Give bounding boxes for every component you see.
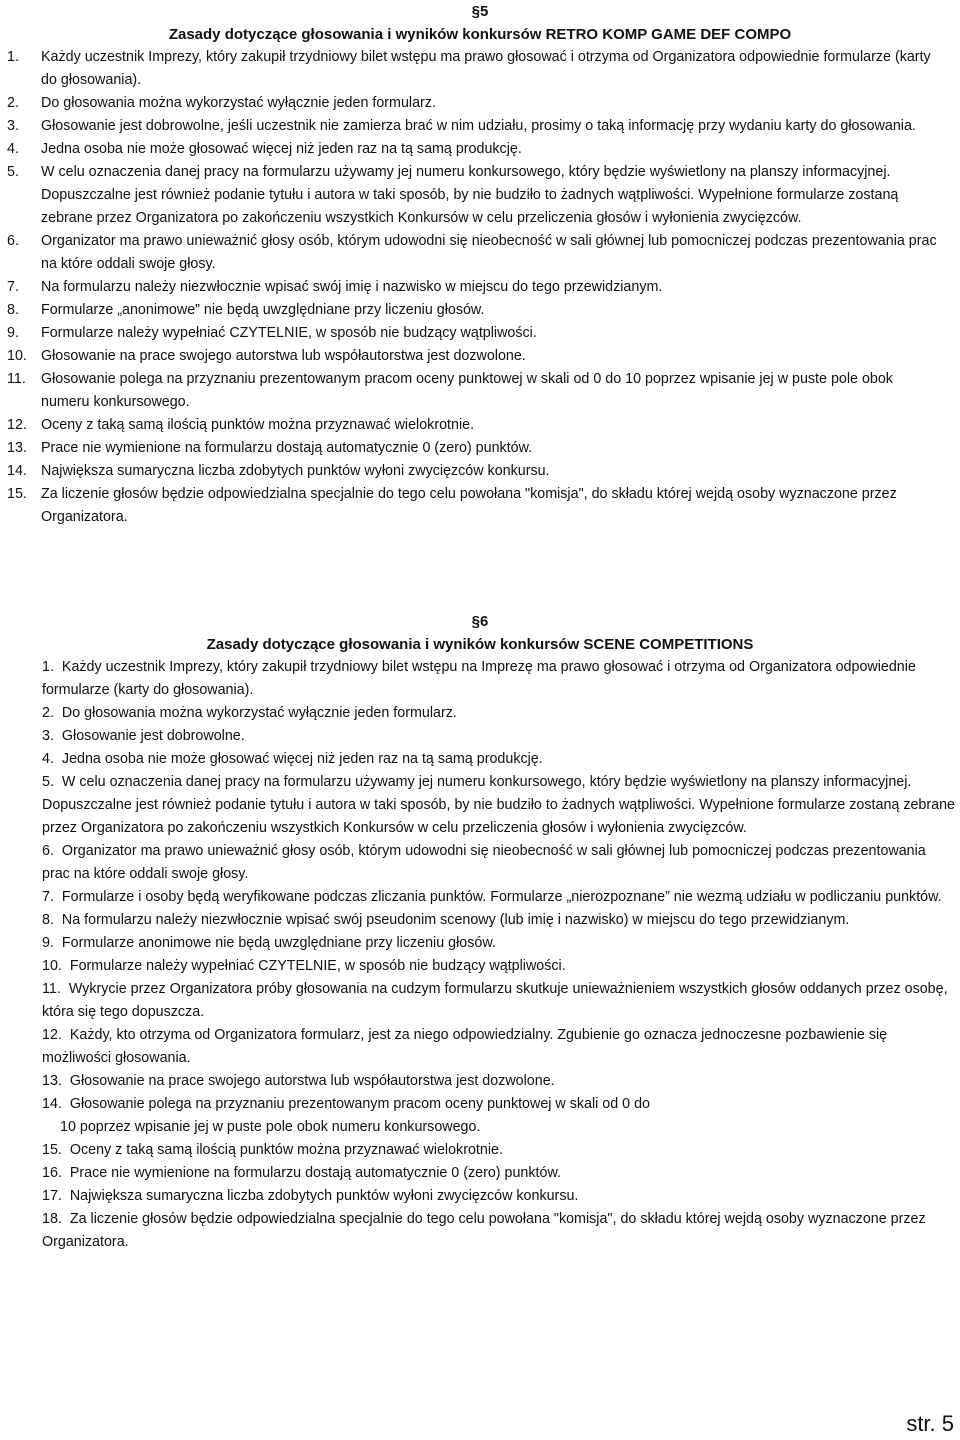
rule-text: Formularze „anonimowe” nie będą uwzględniane przy liczeniu głosów. [41,302,485,318]
rule-number: 6. [7,233,19,249]
page-number: str. 5 [906,1411,954,1436]
rule-item [0,1139,960,1162]
rule-number: 2. [7,95,19,111]
rules-list [0,656,960,1254]
rule-text: Do głosowania można wykorzystać wyłącznie jeden formularz. [41,95,436,111]
rule-text: Formularze należy wypełniać CZYTELNIE, w sposób nie budzący wątpliwości. [41,325,537,341]
rule-item [0,725,960,748]
rule-number: 5. [42,774,54,790]
rule-text: Głosowanie na prace swojego autorstwa lub współautorstwa jest dozwolone. [41,348,526,364]
rule-item [0,138,960,161]
rule-text: Formularze anonimowe nie będą uwzględniane przy liczeniu głosów. [61,935,496,951]
rule-text: Prace nie wymienione na formularzu dostają automatycznie 0 (zero) punktów. [69,1165,561,1181]
rule-text: Na formularzu należy niezwłocznie wpisać swój imię i nazwisko w miejscu do tego przewidzianym. [41,279,663,295]
rule-text: Oceny z taką samą ilością punktów można przyznawać wielokrotnie. [69,1142,503,1158]
rule-item [0,92,960,115]
rule-number: 4. [7,141,19,157]
rule-text: Jedna osoba nie może głosować więcej niż jeden raz na tą samą produkcję. [61,751,543,767]
rule-number: 2. [42,705,54,721]
rule-number: 3. [7,118,19,134]
rule-item [0,1208,960,1254]
rule-item [0,230,960,276]
rule-text: Organizator ma prawo unieważnić głosy osób, którym udowodni się nieobecność w sali głównej lub pomocniczej podczas prezentowania prac na które oddali swoje głosy. [41,233,937,272]
rule-item [0,46,960,92]
rule-number: 7. [7,279,19,295]
rule-number: 16. [42,1165,62,1181]
rule-text: Wykrycie przez Organizatora próby głosowania na cudzym formularzu skutkuje unieważnieniem wszystkich głosów oddanych przez osobę, która się tego dopuszcza. [42,981,948,1020]
section-symbol: §5 [471,3,489,20]
rule-text: W celu oznaczenia danej pracy na formularzu używamy jej numeru konkursowego, który będzie wyświetlony na planszy informacyjnej. Dopuszczalne jest również podanie tytułu i autora w taki sposób, by nie budziło to żadnych wątpliwości. Wypełnione formularze zostaną zebrane przez Organizatora po zakończeniu wszystkich Konkursów w celu przeliczenia głosów i wyłonienia zwycięzców. [42,774,955,836]
rule-text: Za liczenie głosów będzie odpowiedzialna specjalnie do tego celu powołana "komisja", do składu której wejdą osoby wyznaczone przez Organizatora. [42,1211,926,1250]
rule-item [0,1185,960,1208]
rule-item [0,414,960,437]
rule-item [0,932,960,955]
rule-text: Największa sumaryczna liczba zdobytych punktów wyłoni zwycięzców konkursu. [41,463,550,479]
section-5 [0,0,960,529]
section-title: Zasady dotyczące głosowania i wyników konkursów SCENE COMPETITIONS [206,636,754,653]
rule-item [0,115,960,138]
rule-item [0,460,960,483]
rule-text: Każdy uczestnik Imprezy, który zakupił trzydniowy bilet wstępu na Imprezę ma prawo głosować i otrzyma od Organizatora odpowiednie formularze (karty do głosowania). [42,659,916,698]
rule-number: 4. [42,751,54,767]
rule-text: Jedna osoba nie może głosować więcej niż jeden raz na tą samą produkcję. [41,141,522,157]
rule-number: 9. [7,325,19,341]
rule-item [0,1093,960,1139]
rule-text: Oceny z taką samą ilością punktów można przyznawać wielokrotnie. [41,417,475,433]
rule-number: 11. [42,981,61,997]
rule-number: 13. [42,1073,62,1089]
rule-text: Głosowanie jest dobrowolne, jeśli uczestnik nie zamierza brać w nim udziału, prosimy o taką informację przy wydaniu karty do głosowania. [41,118,916,134]
rule-number: 3. [42,728,54,744]
rule-number: 13. [7,440,27,456]
rule-number: 12. [42,1027,62,1043]
rule-number: 15. [7,486,27,502]
rule-item [0,656,960,702]
rule-number: 7. [42,889,54,905]
rule-number: 12. [7,417,27,433]
rule-number: 17. [42,1188,62,1204]
rule-text: Każdy uczestnik Imprezy, który zakupił trzydniowy bilet wstępu ma prawo głosować i otrzyma od Organizatora odpowiednie formularze (karty do głosowania). [41,49,931,88]
rule-number: 8. [7,302,19,318]
rule-text: Każdy, kto otrzyma od Organizatora formularz, jest za niego odpowiedzialny. Zgubienie go oznacza jednoczesne pozbawienie się możliwości głosowania. [42,1027,888,1066]
rule-item [0,1070,960,1093]
rule-text: Głosowanie na prace swojego autorstwa lub współautorstwa jest dozwolone. [69,1073,555,1089]
rule-item [0,702,960,725]
rule-text: Głosowanie jest dobrowolne. [61,728,245,744]
section-6 [0,610,960,1254]
rule-item [0,771,960,840]
rule-item [0,1024,960,1070]
rule-item [0,322,960,345]
rule-item [0,276,960,299]
rule-number: 11. [7,371,26,387]
rule-text: Prace nie wymienione na formularzu dostają automatycznie 0 (zero) punktów. [41,440,533,456]
rule-text: Głosowanie polega na przyznaniu prezentowanym pracom oceny punktowej w skali od 0 do [69,1096,651,1112]
section-title: Zasady dotyczące głosowania i wyników konkursów RETRO KOMP GAME DEF COMPO [168,26,792,43]
rule-number: 9. [42,935,54,951]
rule-item [0,909,960,932]
rule-number: 8. [42,912,54,928]
rule-text: Za liczenie głosów będzie odpowiedzialna specjalnie do tego celu powołana "komisja", do składu której wejdą osoby wyznaczone przez Organizatora. [41,486,897,525]
rule-number: 15. [42,1142,62,1158]
rule-number: 6. [42,843,54,859]
rule-text: Organizator ma prawo unieważnić głosy osób, którym udowodni się nieobecność w sali głównej lub pomocniczej podczas prezentowania prac na które oddali swoje głosy. [42,843,926,882]
rule-number: 10. [7,348,27,364]
rule-number: 1. [42,659,54,675]
rule-item [0,483,960,529]
rule-text: W celu oznaczenia danej pracy na formularzu używamy jej numeru konkursowego, który będzie wyświetlony na planszy informacyjnej. Dopuszczalne jest również podanie tytułu i autora w taki sposób, by nie budziło to żadnych wątpliwości. Wypełnione formularze zostaną zebrane przez Organizatora po zakończeniu wszystkich Konkursów w celu przeliczenia głosów i wyłonienia zwycięzców. [41,164,899,226]
rule-text-continuation: 10 poprzez wpisanie jej w puste pole obok numeru konkursowego. [60,1119,481,1135]
rule-number: 1. [7,49,19,65]
rule-number: 5. [7,164,19,180]
rule-text: Formularze należy wypełniać CZYTELNIE, w sposób nie budzący wątpliwości. [69,958,566,974]
rule-number: 14. [42,1096,62,1112]
rule-item [0,345,960,368]
rules-list [0,46,960,529]
rule-item [0,748,960,771]
rule-item [0,437,960,460]
rule-text: Do głosowania można wykorzystać wyłącznie jeden formularz. [61,705,457,721]
rule-item [0,978,960,1024]
rule-item [0,299,960,322]
rule-item [0,368,960,414]
rule-number: 18. [42,1211,62,1227]
rule-item [0,161,960,230]
rule-number: 10. [42,958,62,974]
rule-text: Głosowanie polega na przyznaniu prezentowanym pracom oceny punktowej w skali od 0 do 10 poprzez wpisanie jej w puste pole obok numeru konkursowego. [41,371,893,410]
rule-text: Największa sumaryczna liczba zdobytych punktów wyłoni zwycięzców konkursu. [69,1188,579,1204]
rule-item [0,955,960,978]
section-symbol: §6 [471,613,489,630]
rule-item [0,886,960,909]
rule-text: Na formularzu należy niezwłocznie wpisać swój pseudonim scenowy (lub imię i nazwisko) w miejscu do tego przewidzianym. [61,912,850,928]
rule-text: Formularze i osoby będą weryfikowane podczas zliczania punktów. Formularze „nierozpoznane” nie wezmą udziału w podliczaniu punktów. [61,889,942,905]
rule-item [0,840,960,886]
rule-number: 14. [7,463,27,479]
rule-item [0,1162,960,1185]
